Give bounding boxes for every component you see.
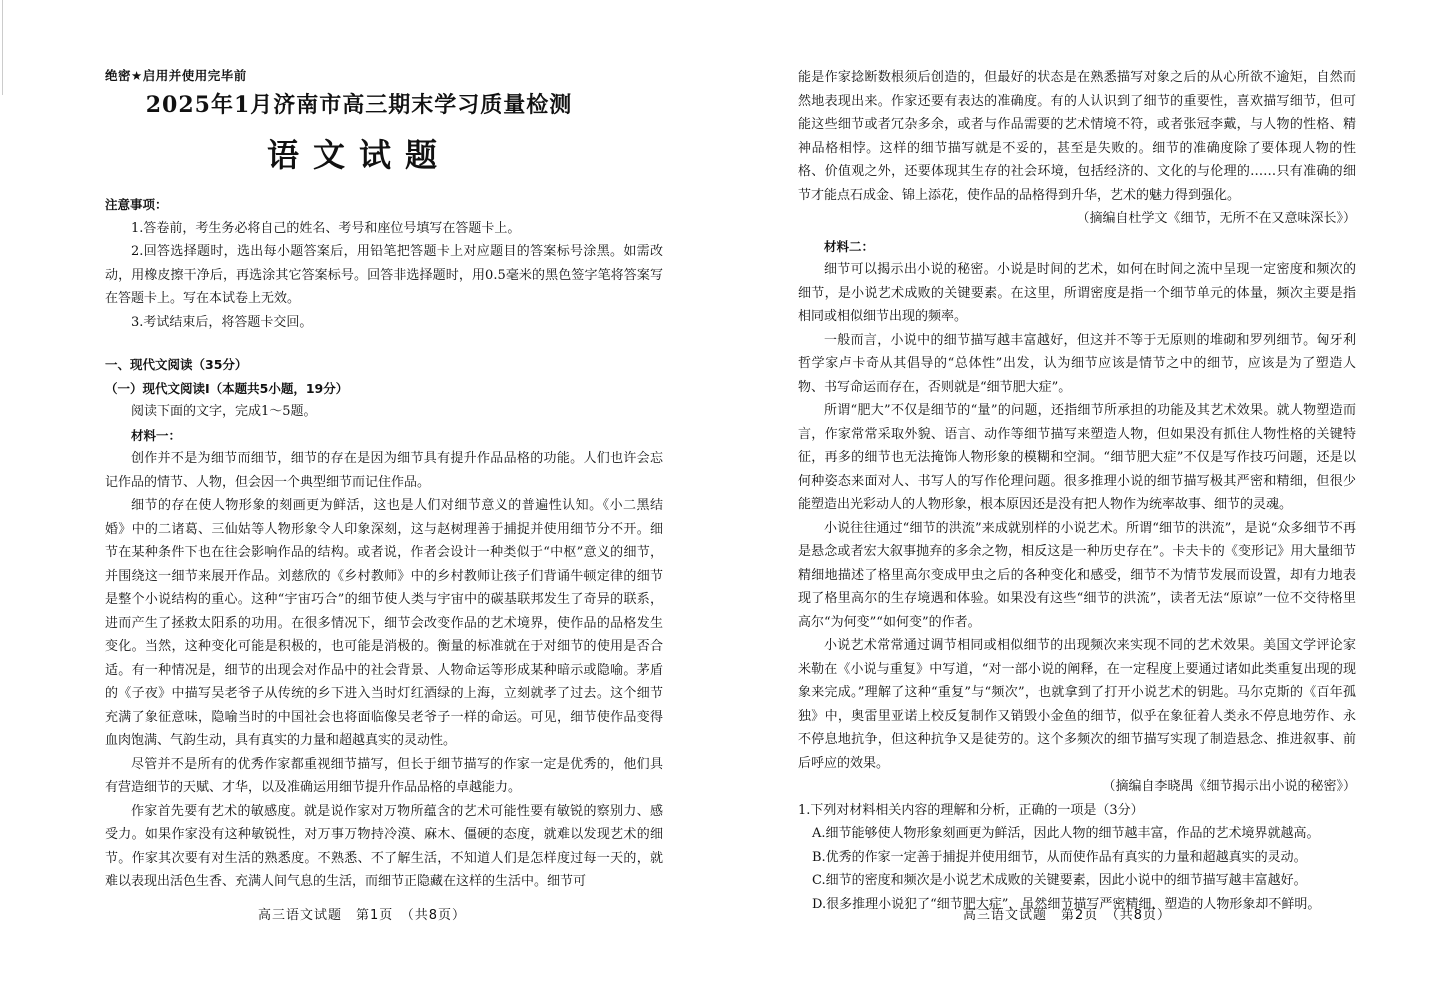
- page-footer: 高三语文试题 第2页 （共8页）: [963, 908, 1172, 923]
- instruction: 阅读下面的文字，完成1～5题。: [131, 404, 317, 419]
- section-heading: 一、现代文阅读（35分）: [105, 357, 248, 372]
- exam-title: 2025年1月济南市高三期末学习质量检测: [145, 92, 573, 118]
- paragraph: 小说往往通过“细节的洪流”来成就别样的小说艺术。所谓“细节的洪流”，是说“众多细节不再是悬念或者宏大叙事抛弃的多余之物，相反这是一种历史存在”。卡夫卡的《变形记》用大量细节精细地描述了格里高尔变成甲虫之后的各种变化和感受，细节不为情节发展而设置，却有力地表现了格里高尔的生存境遇和体验。如果没有这些“细节的洪流”，读者无法“原谅”一位不交待格里高尔“为何变”“如何变”的作者。: [798, 520, 1356, 630]
- notice-item: 1.答卷前，考生务必将自己的姓名、考号和座位号填写在答题卡上。: [131, 220, 521, 236]
- paragraph: 作家首先要有艺术的敏感度。就是说作家对万物所蕴含的艺术可能性要有敏锐的察别力、感受力。如果作家没有这种敏锐性，对万事万物持冷漠、麻木、僵硬的态度，就难以发现艺术的细节。作家其次要有对生活的熟悉度。不熟悉、不了解生活，不知道人们是怎样度过每一天的，就难以表现出活色生香、充满人间气息的生活，而细节正隐藏在这样的生活中。细节可: [105, 803, 663, 889]
- material1-label: 材料一：: [131, 427, 182, 443]
- paragraph: 小说艺术常常通过调节相同或相似细节的出现频次来实现不同的艺术效果。美国文学评论家米勒在《小说与重复》中写道，“对一部小说的阐释，在一定程度上要通过诸如此类重复出现的现象来完成。”理解了这种“重复”与“频次”，也就拿到了打开小说艺术的钥匙。马尔克斯的《百年孤独》中，奥雷里亚诺上校反复制作又销毁小金鱼的细节，似乎在象征着人类永不停息地劳作、永不停息地抗争，但这种抗争又是徒劳的。这个多频次的细节描写实现了制造悬念、推进叙事、前后呼应的效果。: [798, 638, 1356, 771]
- confidential-label: 绝密★启用并使用完毕前: [105, 68, 247, 83]
- question-option: C.细节的密度和频次是小说艺术成败的关键要素，因此小说中的细节描写越丰富越好。: [812, 873, 1307, 888]
- question-1: 1.下列对材料相关内容的理解和分析，正确的一项是（3分）: [798, 802, 1144, 818]
- question-option: D.很多推理小说犯了“细节肥大症”，虽然细节描写严密精细，塑造的人物形象却不鲜明。: [812, 896, 1321, 912]
- subsection-heading: （一）现代文阅读Ⅰ（本题共5小题，19分）: [105, 380, 349, 396]
- scan-edge-mark: [2, 0, 17, 95]
- material2-label: 材料二：: [824, 238, 875, 254]
- page-footer: 高三语文试题 第1页 （共8页）: [258, 908, 467, 923]
- right-page: [718, 0, 1437, 1002]
- question-option: B.优秀的作家一定善于捕捉并使用细节，从而使作品有真实的力量和超越真实的灵动。: [812, 849, 1307, 865]
- notice-item: 2.回答选择题时，选出每小题答案后，用铅笔把答题卡上对应题目的答案标号涂黑。如需改动，用橡皮擦干净后，再选涂其它答案标号。回答非选择题时，用0.5毫米的黑色签字笔将答案写在答题卡上。写在本试卷上无效。: [105, 244, 663, 306]
- notice-heading: 注意事项：: [105, 197, 168, 212]
- notice-item: 3.考试结束后，将答题卡交回。: [131, 314, 313, 330]
- paragraph: 所谓“肥大”不仅是细节的“量”的问题，还指细节所承担的功能及其艺术效果。就人物塑造而言，作家常常采取外貌、语言、动作等细节描写来塑造人物，但如果没有抓住人物性格的关键特征，再多的细节也无法掩饰人物形象的模糊和空洞。“细节肥大症”不仅是写作技巧问题，还是以何种姿态来面对人、书写人的写作伦理问题。很多推理小说的细节描写极其严密和精细，但很少能塑造出光彩动人的人物形象，根本原因还是没有把人物作为统率故事、细节的灵魂。: [798, 403, 1356, 512]
- paragraph: 尽管并不是所有的优秀作家都重视细节描写，但长于细节描写的作家一定是优秀的，他们具有营造细节的天赋、才华，以及准确运用细节提升作品品格的卓越能力。: [105, 756, 663, 795]
- left-page: [0, 0, 718, 1002]
- subject-title: 语文试题: [266, 136, 451, 174]
- right-column: [798, 66, 1356, 916]
- source-citation: （摘编自杜学文《细节，无所不在又意味深长》）: [1076, 211, 1356, 226]
- paragraph: 一般而言，小说中的细节描写越丰富越好，但这并不等于无原则的堆砌和罗列细节。匈牙利哲学家卢卡奇从其倡导的“总体性”出发，认为细节应该是情节之中的细节，应该是为了塑造人物、书写命运而存在，否则就是“细节肥大症”。: [798, 332, 1356, 395]
- paragraph: 细节的存在使人物形象的刻画更为鲜活，这也是人们对细节意义的普遍性认知。《小二黑结婚》中的二诸葛、三仙姑等人物形象令人印象深刻，这与赵树理善于捕捉并使用细节分不开。细节在某种条件下也在往会影响作品的结构。或者说，作者会设计一种类似于“中枢”意义的细节，并围绕这一细节来展开作品。刘慈欣的《乡村教师》中的乡村教师让孩子们背诵牛顿定律的细节是整个小说结构的重心。这种“宇宙巧合”的细节使人类与宇宙中的碳基联邦发生了奇异的联系，进而产生了拯救太阳系的功用。在很多情况下，细节会改变作品的艺术境界，使作品的品格发生变化。当然，这种变化可能是积极的，也可能是消极的。衡量的标准就在于对细节的使用是否合适。有一种情况是，细节的出现会对作品中的社会背景、人物命运等形成某种暗示或隐喻。茅盾的《子夜》中描写吴老爷子从传统的乡下进入当时灯红酒绿的上海，立刻就孝了过去。这个细节充满了象征意味，隐喻当时的中国社会也将面临像吴老爷子一样的命运。可见，细节使作品变得血肉饱满、气韵生动，具有真实的力量和超越真实的灵动性。: [105, 498, 663, 748]
- paragraph: 细节可以揭示出小说的秘密。小说是时间的艺术，如何在时间之流中呈现一定密度和频次的细节，是小说艺术成败的关键要素。在这里，所谓密度是指一个细节单元的体量，频次主要是指相同或相似细节出现的频率。: [798, 262, 1356, 324]
- question-option: A.细节能够使人物形象刻画更为鲜活，因此人物的细节越丰富，作品的艺术境界就越高。: [812, 826, 1320, 841]
- notice-block: [105, 193, 663, 334]
- continued-paragraph: 能是作家捻断数根须后创造的，但最好的状态是在熟悉描写对象之后的从心所欲不逾矩，自然而然地表现出来。作家还要有表达的准确度。有的人认识到了细节的重要性，喜欢描写细节，但可能这些细节或者冗杂多余，或者与作品需要的艺术情境不符，或者张冠李戴，与人物的性格、精神品格相悖。这样的细节描写就是不妥的，甚至是失败的。细节的准确度除了要体现人物的性格、价值观之外，还要体现其生存的社会环境，包括经济的、文化的与伦理的……只有准确的细节才能点石成金、锦上添花，使作品的品格得到升华，艺术的魅力得到强化。: [798, 70, 1356, 203]
- paragraph: 创作并不是为细节而细节，细节的存在是因为细节具有提升作品品格的功能。人们也许会忘记作品的情节、人物，但会因一个典型细节而记住作品。: [105, 451, 663, 490]
- source-citation: （摘编自李晓禺《细节揭示出小说的秘密》）: [1102, 779, 1356, 794]
- reading-section: [105, 353, 663, 894]
